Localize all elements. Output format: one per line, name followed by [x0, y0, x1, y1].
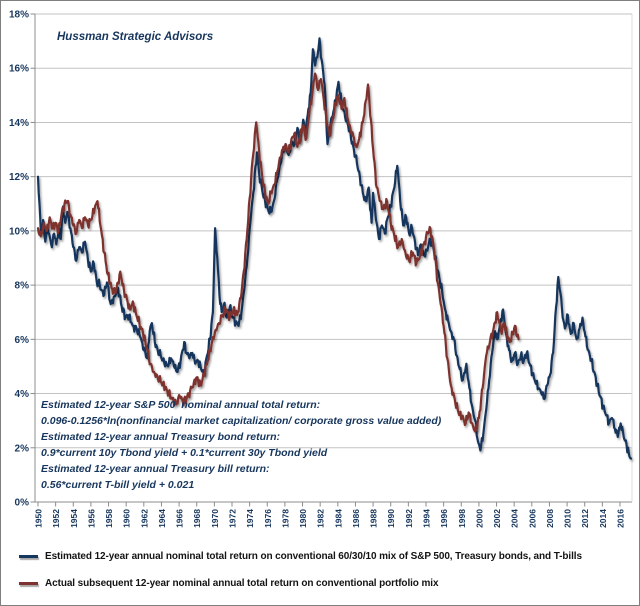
y-axis-tick-label: 2%	[14, 443, 29, 455]
formula-annotation	[41, 397, 441, 493]
x-axis-tick-label: 1964	[156, 509, 167, 528]
x-axis-tick-label: 1952	[51, 509, 62, 528]
legend-label-estimated: Estimated 12-year annual nominal total return on conventional 60/30/10 mix of S&P 500, Treasury bonds, and T-bills	[45, 551, 582, 562]
x-axis-tick-label: 2016	[615, 509, 626, 528]
x-axis-tick-label: 2004	[509, 509, 520, 528]
legend-line-estimated-swatch	[19, 555, 38, 558]
x-axis-tick-label: 1982	[315, 509, 326, 528]
formula-line: Estimated 12-year S&P 500 nominal annual total return:	[41, 399, 321, 411]
series-estimated-path	[38, 38, 631, 458]
y-axis-tick-label: 6%	[14, 334, 29, 346]
formula-line: Estimated 12-year annual Treasury bond return:	[41, 431, 281, 443]
legend-line-actual-swatch	[19, 582, 38, 585]
x-axis-tick-label: 2006	[527, 509, 538, 528]
y-axis-tick-label: 0%	[14, 497, 29, 509]
formula-line: 0.096-0.1256*ln(nonfinancial market capitalization/ corporate gross value added)	[41, 415, 442, 427]
legend-label-actual: Actual subsequent 12-year nominal annual total return on conventional portfolio mix	[45, 578, 439, 589]
y-axis-tick-label: 14%	[8, 117, 29, 129]
y-axis-tick-label: 16%	[8, 63, 29, 75]
y-axis-tick-label: 10%	[8, 226, 29, 238]
y-axis-tick-label: 4%	[14, 389, 29, 401]
x-axis-tick-label: 1972	[227, 509, 238, 528]
x-axis-tick-label: 1984	[333, 509, 344, 528]
x-axis-tick-label: 2008	[544, 509, 555, 528]
x-axis-tick-label: 1966	[174, 509, 185, 528]
x-axis-tick-label: 1998	[456, 509, 467, 528]
formula-line: 0.9*current 10y Tbond yield + 0.1*current 30y Tbond yield	[41, 447, 328, 459]
x-axis-tick-label: 2012	[580, 509, 591, 528]
formula-line: 0.56*current T-bill yield + 0.021	[41, 479, 195, 491]
x-axis-tick-label: 2010	[562, 509, 573, 528]
legend-item-estimated	[19, 551, 582, 562]
brand-watermark: Hussman Strategic Advisors	[57, 31, 214, 43]
x-axis-tick-label: 1954	[68, 509, 79, 528]
x-axis-tick-label: 1996	[439, 509, 450, 528]
returns-chart-svg	[1, 1, 639, 605]
x-axis-tick-label: 1960	[121, 509, 132, 528]
x-axis-tick-label: 1986	[350, 509, 361, 528]
series-actual-path	[38, 74, 519, 432]
formula-line: Estimated 12-year annual Treasury bill return:	[41, 463, 270, 475]
x-axis-tick-label: 1978	[280, 509, 291, 528]
x-axis-tick-label: 2014	[597, 509, 608, 528]
y-axis-tick-label: 18%	[8, 9, 29, 21]
x-axis-tick-label: 1970	[209, 509, 220, 528]
x-axis-tick-label: 1956	[86, 509, 97, 528]
y-axis-tick-label: 8%	[14, 280, 29, 292]
y-axis-tick-label: 12%	[8, 172, 29, 184]
x-axis-tick-label: 1990	[386, 509, 397, 528]
x-axis-tick-label: 1976	[262, 509, 273, 528]
x-axis-tick-label: 1962	[139, 509, 150, 528]
x-axis-tick-label: 1968	[192, 509, 203, 528]
x-axis-tick-label: 2000	[474, 509, 485, 528]
x-axis-tick-label: 2002	[492, 509, 503, 528]
legend-item-actual	[19, 578, 438, 589]
x-axis-tick-label: 1980	[298, 509, 309, 528]
x-axis-tick-label: 1988	[368, 509, 379, 528]
x-axis-tick-label: 1992	[403, 509, 414, 528]
x-axis-tick-label: 1950	[33, 509, 44, 528]
x-axis-tick-label: 1974	[245, 509, 256, 528]
x-axis-tick-label: 1958	[104, 509, 115, 528]
x-axis-tick-label: 1994	[421, 509, 432, 528]
